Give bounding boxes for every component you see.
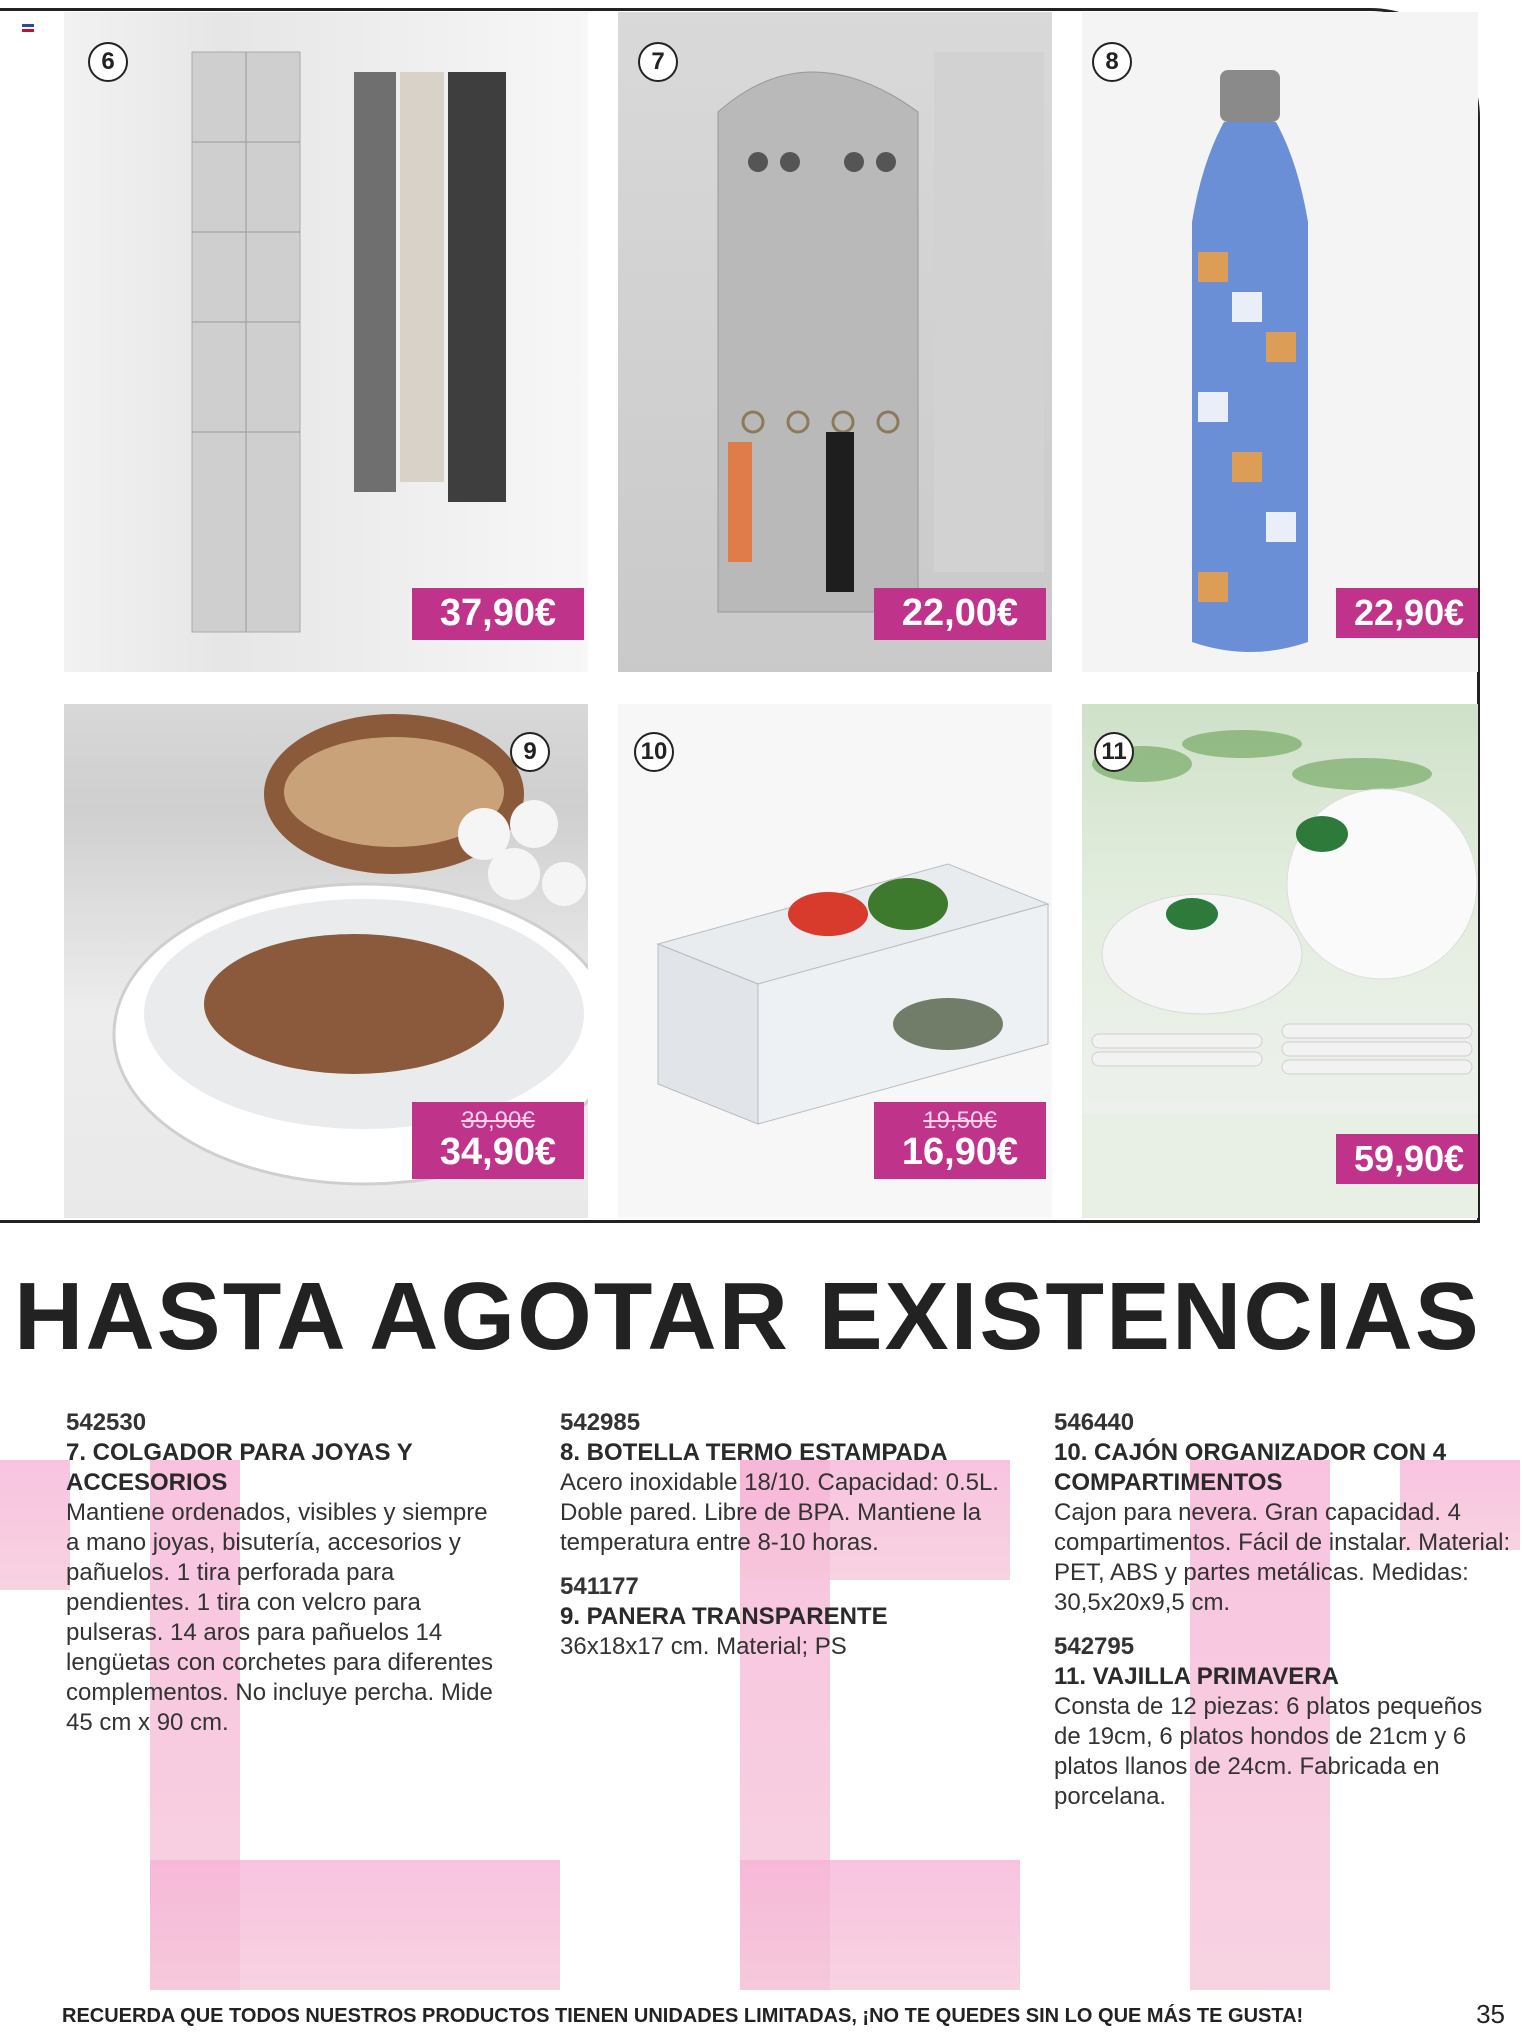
product-code: 542795	[1054, 1633, 1135, 1660]
price-tag	[412, 1102, 584, 1179]
price-tag	[874, 1102, 1046, 1179]
product-code: 546440	[1054, 1409, 1135, 1436]
product-10-photo	[618, 704, 1052, 1218]
product-number-badge: 6	[88, 42, 128, 82]
product-name: 9. PANERA TRANSPARENTE	[560, 1603, 888, 1630]
product-number-badge: 9	[510, 732, 550, 772]
product-number-badge: 8	[1092, 42, 1132, 82]
price-tag: 59,90€	[1336, 1134, 1478, 1184]
decorative-shape-left	[0, 1460, 70, 1590]
product-name: 11. VAJILLA PRIMAVERA	[1054, 1663, 1339, 1690]
price-tag: 37,90€	[412, 588, 584, 640]
old-price: 19,50€	[923, 1107, 997, 1134]
product-description: Mantiene ordenados, visibles y siempre a mano joyas, bisutería, accesorios y pañuelos. 1 tira perforada para pendientes. 1 tira con velcro para pulseras. 14 aros para pañuelos 14 lengüetas con corchetes para diferentes complementos. No incluye percha. Mide 45 cm x 90 cm.	[66, 1499, 493, 1736]
thermos-bottle-illustration	[1082, 12, 1478, 672]
product-9-photo	[64, 704, 588, 1218]
product-7-photo	[618, 12, 1052, 672]
product-number-badge: 10	[634, 732, 674, 772]
product-description: Cajon para nevera. Gran capacidad. 4 compartimentos. Fácil de instalar. Material: PET, ABS y partes metálicas. Medidas: 30,5x20x9,5 cm.	[1054, 1499, 1511, 1616]
decorative-letter-e-base	[740, 1860, 1020, 1990]
description-column-1	[66, 1408, 506, 1738]
product-6-photo	[64, 12, 588, 672]
product-8-photo	[1082, 12, 1478, 672]
product-11-photo	[1082, 704, 1478, 1218]
product-number-badge: 11	[1094, 732, 1134, 772]
description-column-2	[560, 1408, 1000, 1662]
old-price: 39,90€	[461, 1107, 535, 1134]
product-code: 542530	[66, 1409, 147, 1436]
page-number: 35	[1476, 1999, 1505, 2029]
price-tag: 22,00€	[874, 588, 1046, 640]
current-price: 16,90€	[901, 1131, 1019, 1174]
product-description: Consta de 12 piezas: 6 platos pequeños de 19cm, 6 platos hondos de 21cm y 6 platos llanos de 24cm. Fabricada en porcelana.	[1054, 1693, 1483, 1810]
price-tag: 22,90€	[1336, 588, 1478, 638]
decorative-letter-l-base	[150, 1860, 560, 1990]
product-name: 8. BOTELLA TERMO ESTAMPADA	[560, 1439, 948, 1466]
product-description: 36x18x17 cm. Material; PS	[560, 1633, 847, 1660]
product-code: 541177	[560, 1573, 639, 1600]
footer-note: RECUERDA QUE TODOS NUESTROS PRODUCTOS TIENEN UNIDADES LIMITADAS, ¡NO TE QUEDES SIN LO QUE MÁS TE GUSTA!	[62, 2005, 1304, 2027]
product-number-badge: 7	[638, 42, 678, 82]
flag-icon	[22, 24, 34, 32]
hanging-organizer-illustration	[64, 12, 588, 672]
product-description: Acero inoxidable 18/10. Capacidad: 0.5L. Doble pared. Libre de BPA. Mantiene la temperatura entre 8-10 horas.	[560, 1469, 999, 1556]
product-name: 10. CAJÓN ORGANIZADOR CON 4 COMPARTIMENTOS	[1054, 1439, 1447, 1496]
description-column-3	[1054, 1408, 1514, 1812]
current-price: 34,90€	[439, 1131, 557, 1174]
jewelry-organizer-illustration	[618, 12, 1052, 672]
product-name: 7. COLGADOR PARA JOYAS Y ACCESORIOS	[66, 1439, 413, 1496]
product-code: 542985	[560, 1409, 641, 1436]
headline: HASTA AGOTAR EXISTENCIAS	[14, 1263, 1481, 1370]
